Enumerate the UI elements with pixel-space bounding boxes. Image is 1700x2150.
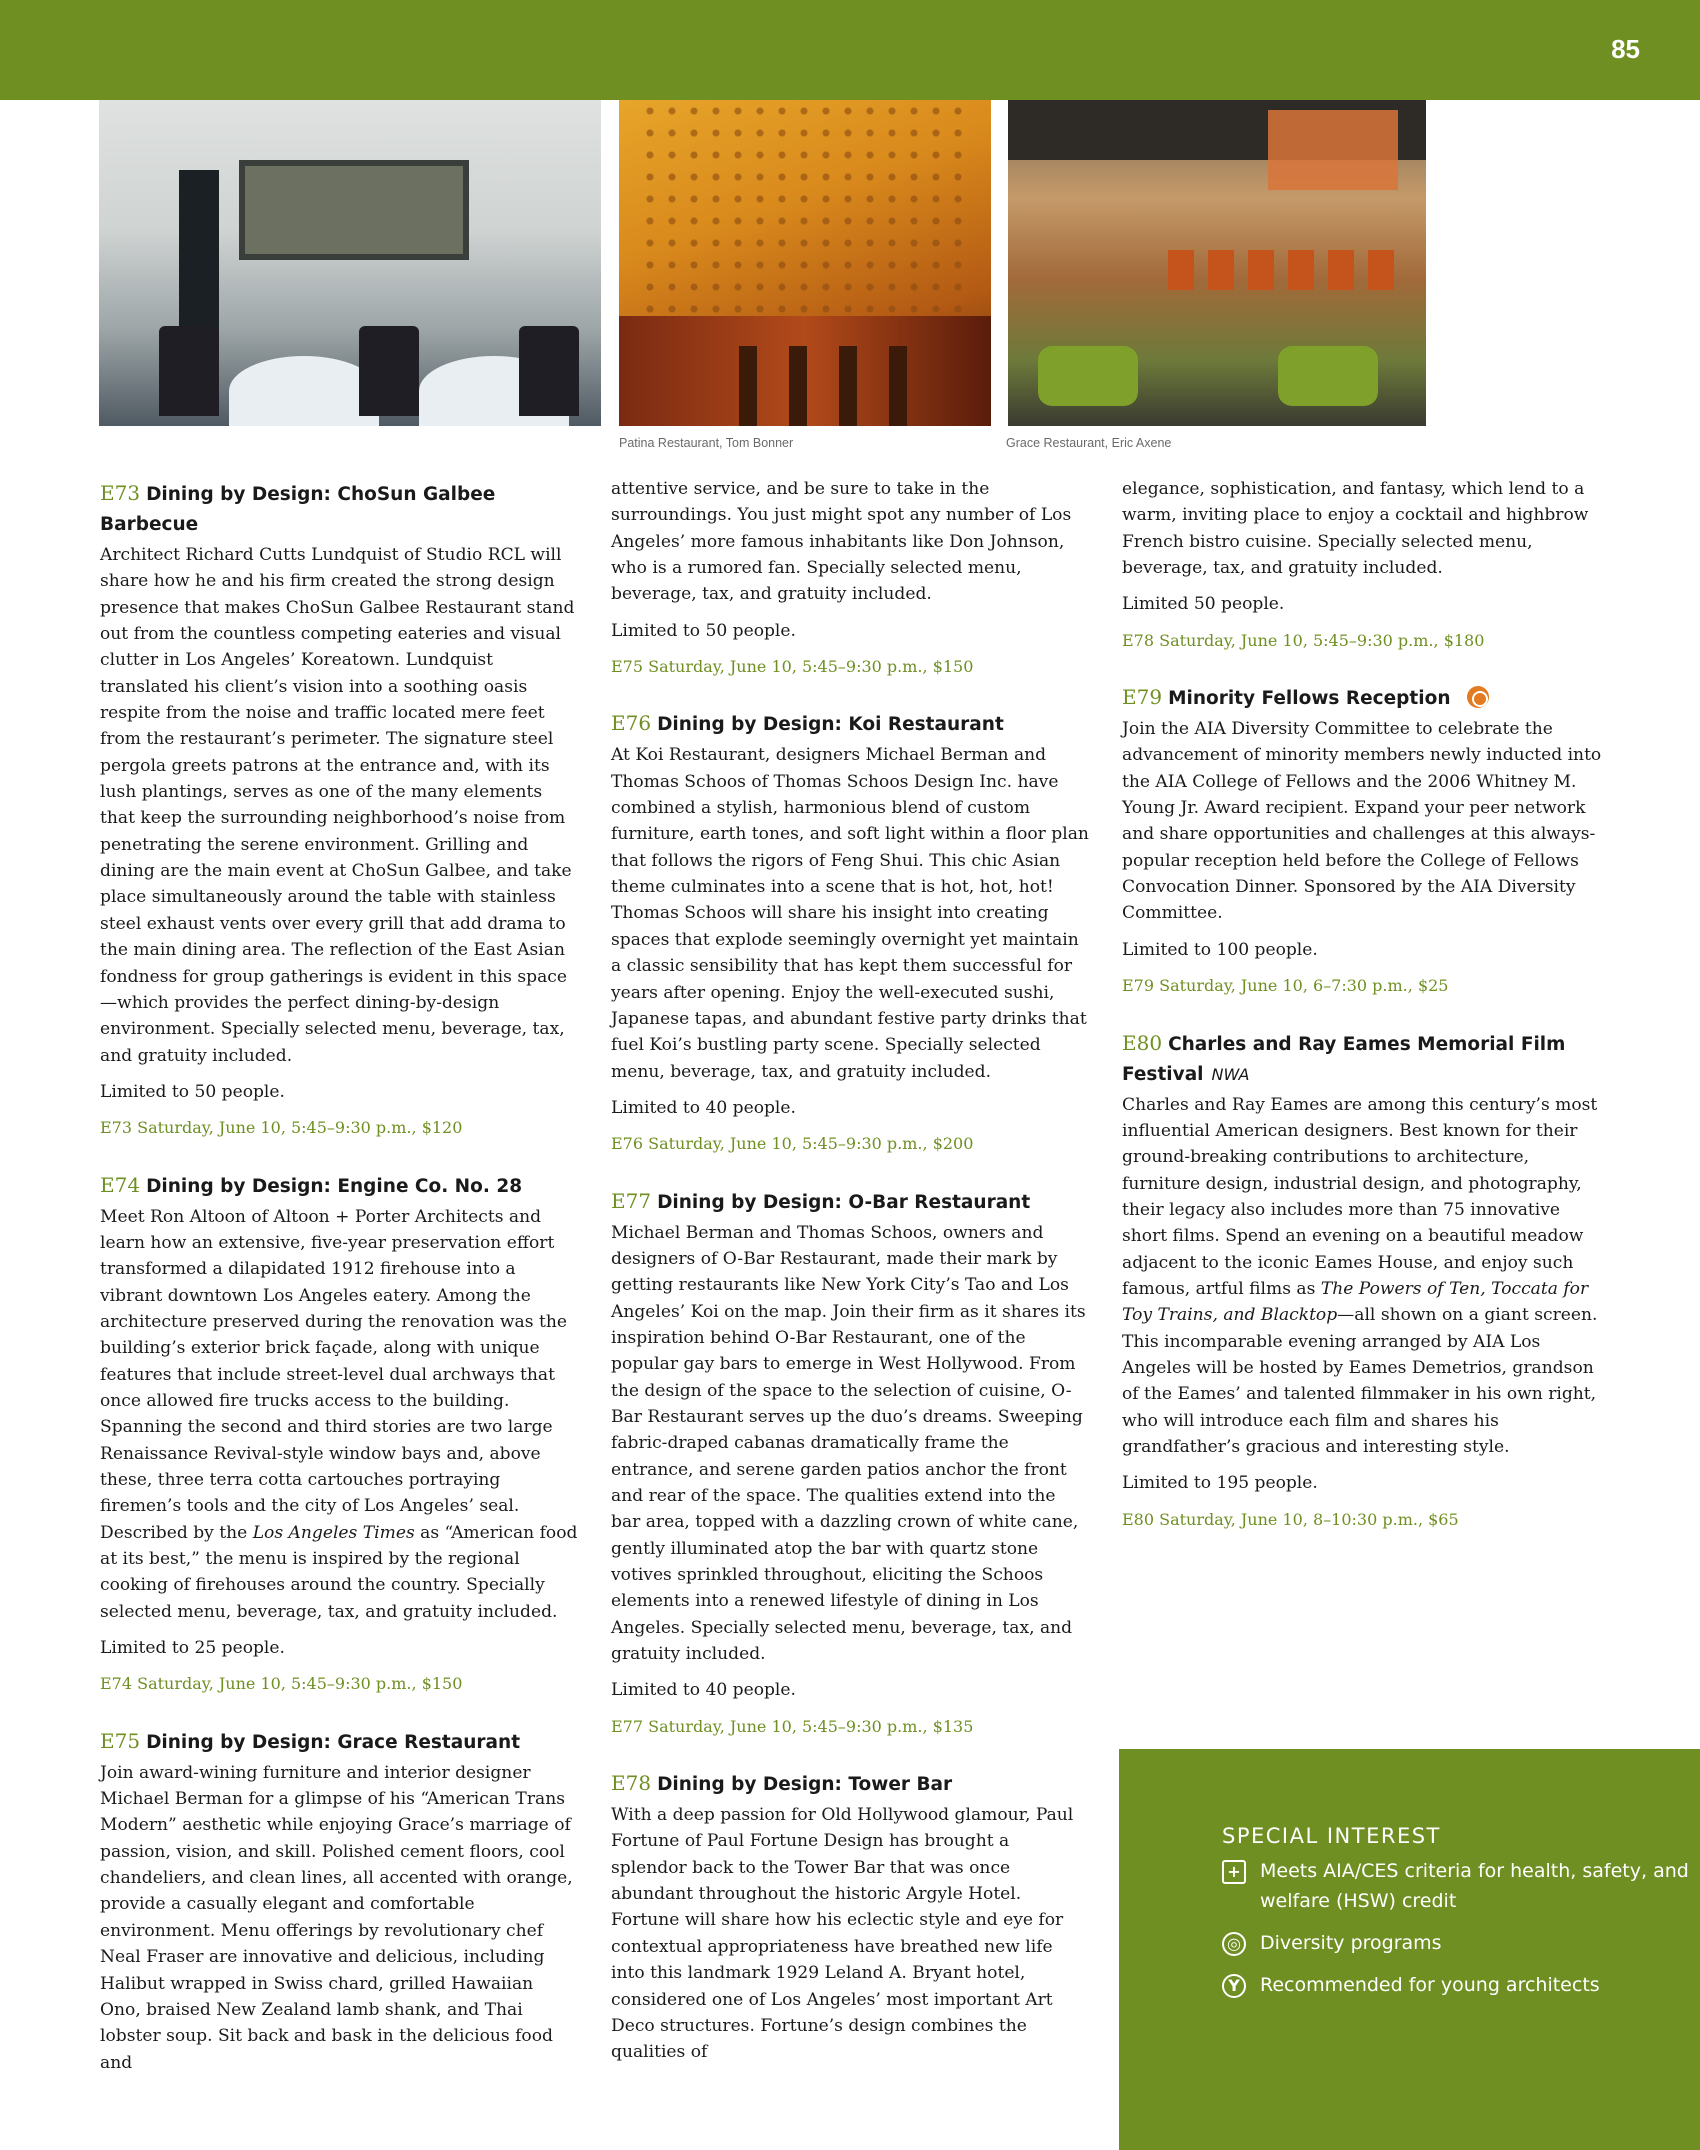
event-description: Join the AIA Diversity Committee to celebrate the advancement of minority members newly inducted into the AIA College of Fellows and the 2006 Whitney M. Young Jr. Award recipient. Expand your peer network and share opportunities and challenges at this always-popular reception held before the College of Fellows Convocation Dinner. Sponsored by the AIA Diversity Committee.: [1122, 719, 1602, 924]
event-title: Dining by Design: Engine Co. No. 28: [146, 1175, 523, 1197]
plus-icon: +: [1222, 1860, 1246, 1884]
event-description: Meet Ron Altoon of Altoon + Porter Architects and learn how an extensive, five-year preservation effort transformed a dilapidated 1912 firehouse into a vibrant downtown Los Angeles eatery. Among the architecture preserved during the renovation was the building’s exterior brick façade, along with unique features that include street-level dual archways that once allowed fire trucks access to the building. Spanning the second and third stories are two large Renaissance Revival-style window bays and, above these, three terra cotta cartouches portraying firemen’s tools and the city of Los Angeles’ seal. Described by the Los Angeles Times as “American food at its best,” the menu is inspired by the regional cooking of firehouses around the country. Specially selected menu, beverage, tax, and gratuity included.: [100, 1206, 578, 1622]
event-schedule: E77 Saturday, June 10, 5:45–9:30 p.m., $135: [611, 1716, 974, 1736]
event-limit: Limited to 40 people.: [611, 1097, 796, 1118]
photo-caption: Patina Restaurant, Tom Bonner: [619, 436, 794, 450]
page-number: 85: [1611, 34, 1640, 64]
event-description: Charles and Ray Eames are among this century’s most influential American designers. Best known for their ground-breaking contributions to architecture, furniture design, industrial design, and photography, their legacy also includes more than 75 innovative short films. Spend an evening on a beautiful meadow adjacent to the iconic Eames House, and enjoy such famous, artful films as The Powers of Ten, Toccata for Toy Trains, and Blacktop—all shown on a giant screen. This incomparable evening arranged by AIA Los Angeles will be hosted by Eames Demetrios, grandson of the Eames’ and talented filmmaker in his own right, who will introduce each film and shares his grandfather’s gracious and interesting style.: [1122, 1094, 1598, 1457]
event-description: Architect Richard Cutts Lundquist of Studio RCL will share how he and his firm created the strong design presence that makes ChoSun Galbee Restaurant stand out from the countless competing eateries and visual clutter in Los Angeles’ Koreatown. Lundquist translated his client’s vision into a soothing oasis respite from the noise and traffic located mere feet from the restaurant’s perimeter. The signature steel pergola greets patrons at the entrance and, with its lush plantings, serves as one of the many elements that keep the surrounding neighborhood’s noise from penetrating the serene environment. Grilling and dining are the main event at ChoSun Galbee, and take place simultaneously around the table with stainless steel exhaust vents over every grill that add drama to the main dining area. The reflection of the East Asian fondness for group gatherings is evident in this space—which provides the perfect dining-by-design environment. Specially selected menu, beverage, tax, and gratuity included.: [100, 545, 575, 1066]
event-limit: Limited to 50 people.: [611, 620, 796, 641]
event-limit: Limited to 25 people.: [100, 1638, 285, 1659]
legend-item-diversity: [1222, 1928, 1700, 1958]
event-description: Join award-wining furniture and interior designer Michael Berman for a glimpse of his “American Trans Modern” aesthetic while enjoying Grace’s marriage of passion, vision, and skill. Polished cement floors, cool chandeliers, and clean lines, all accented with orange, provide a casually elegant and comfortable environment. Menu offerings by revolutionary chef Neal Fraser are innovative and delicious, including Halibut wrapped in Swiss chard, grilled Hawaiian Ono, braised New Zealand lamb shank, and Thai lobster soup. Sit back and bask in the delicious food and: [100, 1762, 573, 2073]
event-schedule: E76 Saturday, June 10, 5:45–9:30 p.m., $200: [611, 1134, 974, 1154]
legend-label: Diversity programs: [1260, 1932, 1442, 1954]
event-schedule: E75 Saturday, June 10, 5:45–9:30 p.m., $150: [611, 657, 974, 677]
event-heading-e75: [100, 1726, 578, 1758]
young-architect-icon: Y: [1222, 1974, 1246, 1998]
event-heading-e80: [1122, 1028, 1602, 1090]
event-title: Dining by Design: Tower Bar: [657, 1774, 953, 1796]
photo-patina-restaurant: [619, 100, 991, 426]
event-title: Minority Fellows Reception: [1168, 688, 1451, 710]
event-limit: Limited to 195 people.: [1122, 1473, 1318, 1494]
publication-name: Los Angeles Times: [252, 1522, 415, 1543]
film-titles: The Powers of Ten, Toccata for Toy Trains, and Blacktop: [1122, 1278, 1589, 1326]
event-heading-e79: [1122, 682, 1602, 714]
event-heading-e77: [611, 1186, 1089, 1218]
photo-chosun-galbee: [99, 100, 601, 426]
event-description: Michael Berman and Thomas Schoos, owners and designers of O-Bar Restaurant, made their mark by getting restaurants like New York City’s Tao and Los Angeles’ Koi on the map. Join their firm as it shares its inspiration behind O-Bar Restaurant, one of the popular gay bars to emerge in West Hollywood. From the design of the space to the selection of cuisine, O-Bar Restaurant serves up the duo’s dreams. Sweeping fabric-draped cabanas dramatically frame the entrance, and serene garden patios anchor the front and rear of the space. The qualities extend into the bar area, topped with a dazzling crown of white cane, gently illuminated atop the bar with quartz stone votives sprinkled throughout, eliciting the Schoos elements into a renewed lifestyle of dining in Los Angeles. Specially selected menu, beverage, tax, and gratuity included.: [611, 1222, 1086, 1665]
legend-item-hsw: [1222, 1856, 1700, 1916]
diversity-icon: ◎: [1222, 1932, 1246, 1956]
event-title: Charles and Ray Eames Memorial Film Festival: [1122, 1033, 1566, 1085]
column-2: [611, 476, 1089, 2076]
column-3: [1122, 476, 1602, 1561]
legend-label: Recommended for young architects: [1260, 1974, 1600, 1996]
event-code: E75: [100, 1728, 141, 1753]
event-schedule: E79 Saturday, June 10, 6–7:30 p.m., $25: [1122, 976, 1449, 996]
event-heading-e76: [611, 708, 1089, 740]
special-interest-box: [1119, 1749, 1700, 2150]
event-tag: NWA: [1211, 1064, 1250, 1084]
event-description: With a deep passion for Old Hollywood glamour, Paul Fortune of Paul Fortune Design has brought a splendor back to the Tower Bar that was once abundant throughout the historic Argyle Hotel. Fortune will share how his eclectic style and eye for contextual appropriateness have breathed new life into this landmark 1929 Leland A. Bryant hotel, considered one of Los Angeles’ most important Art Deco structures. Fortune’s design combines the qualities of: [611, 1805, 1074, 2063]
event-title: Dining by Design: Koi Restaurant: [657, 714, 1004, 736]
event-code: E76: [611, 711, 652, 736]
event-description-continued: attentive service, and be sure to take in the surroundings. You just might spot any number of Los Angeles’ more famous inhabitants like Don Johnson, who is a rumored fan. Specially selected menu, beverage, tax, and gratuity included.: [611, 479, 1072, 605]
event-limit: Limited to 40 people.: [611, 1680, 796, 1701]
event-code: E74: [100, 1172, 141, 1197]
event-schedule: E74 Saturday, June 10, 5:45–9:30 p.m., $150: [100, 1674, 463, 1694]
event-title: Dining by Design: O-Bar Restaurant: [657, 1191, 1031, 1213]
legend-label: Meets AIA/CES criteria for health, safety, and welfare (HSW) credit: [1260, 1860, 1689, 1912]
event-code: E77: [611, 1188, 652, 1213]
event-description-continued: elegance, sophistication, and fantasy, which lend to a warm, inviting place to enjoy a cocktail and highbrow French bistro cuisine. Specially selected menu, beverage, tax, and gratuity included.: [1122, 479, 1589, 579]
photo-grace-restaurant: [1008, 100, 1426, 426]
event-code: E80: [1122, 1030, 1163, 1055]
event-heading-e73: [100, 478, 578, 540]
column-1: [100, 474, 578, 2086]
header-bar: [0, 0, 1700, 100]
event-limit: Limited to 50 people.: [100, 1081, 285, 1102]
diversity-icon: [1467, 686, 1489, 708]
event-schedule: E80 Saturday, June 10, 8–10:30 p.m., $65: [1122, 1509, 1459, 1529]
event-code: E78: [611, 1771, 652, 1796]
event-title: Dining by Design: Grace Restaurant: [146, 1731, 521, 1753]
event-schedule: E78 Saturday, June 10, 5:45–9:30 p.m., $180: [1122, 630, 1485, 650]
event-title: Dining by Design: ChoSun Galbee Barbecue: [100, 484, 496, 535]
event-code: E79: [1122, 685, 1163, 710]
legend-item-young-architects: [1222, 1970, 1700, 2000]
event-limit: Limited 50 people.: [1122, 594, 1285, 615]
event-heading-e78: [611, 1768, 1089, 1800]
event-code: E73: [100, 481, 141, 505]
event-description: At Koi Restaurant, designers Michael Berman and Thomas Schoos of Thomas Schoos Design Inc. have combined a stylish, harmonious blend of custom furniture, earth tones, and soft light within a floor plan that follows the rigors of Feng Shui. This chic Asian theme culminates into a scene that is hot, hot, hot! Thomas Schoos will share his insight into creating spaces that explode seemingly overnight yet maintain a classic sensibility that has kept them successful for years after opening. Enjoy the well-executed sushi, Japanese tapas, and abundant festive party drinks that fuel Koi’s bustling party scene. Specially selected menu, beverage, tax, and gratuity included.: [611, 745, 1089, 1082]
event-heading-e74: [100, 1170, 578, 1202]
event-limit: Limited to 100 people.: [1122, 939, 1318, 960]
special-interest-title: SPECIAL INTEREST: [1222, 1824, 1441, 1848]
photo-caption: Grace Restaurant, Eric Axene: [1006, 436, 1172, 450]
event-schedule: E73 Saturday, June 10, 5:45–9:30 p.m., $120: [100, 1118, 463, 1138]
